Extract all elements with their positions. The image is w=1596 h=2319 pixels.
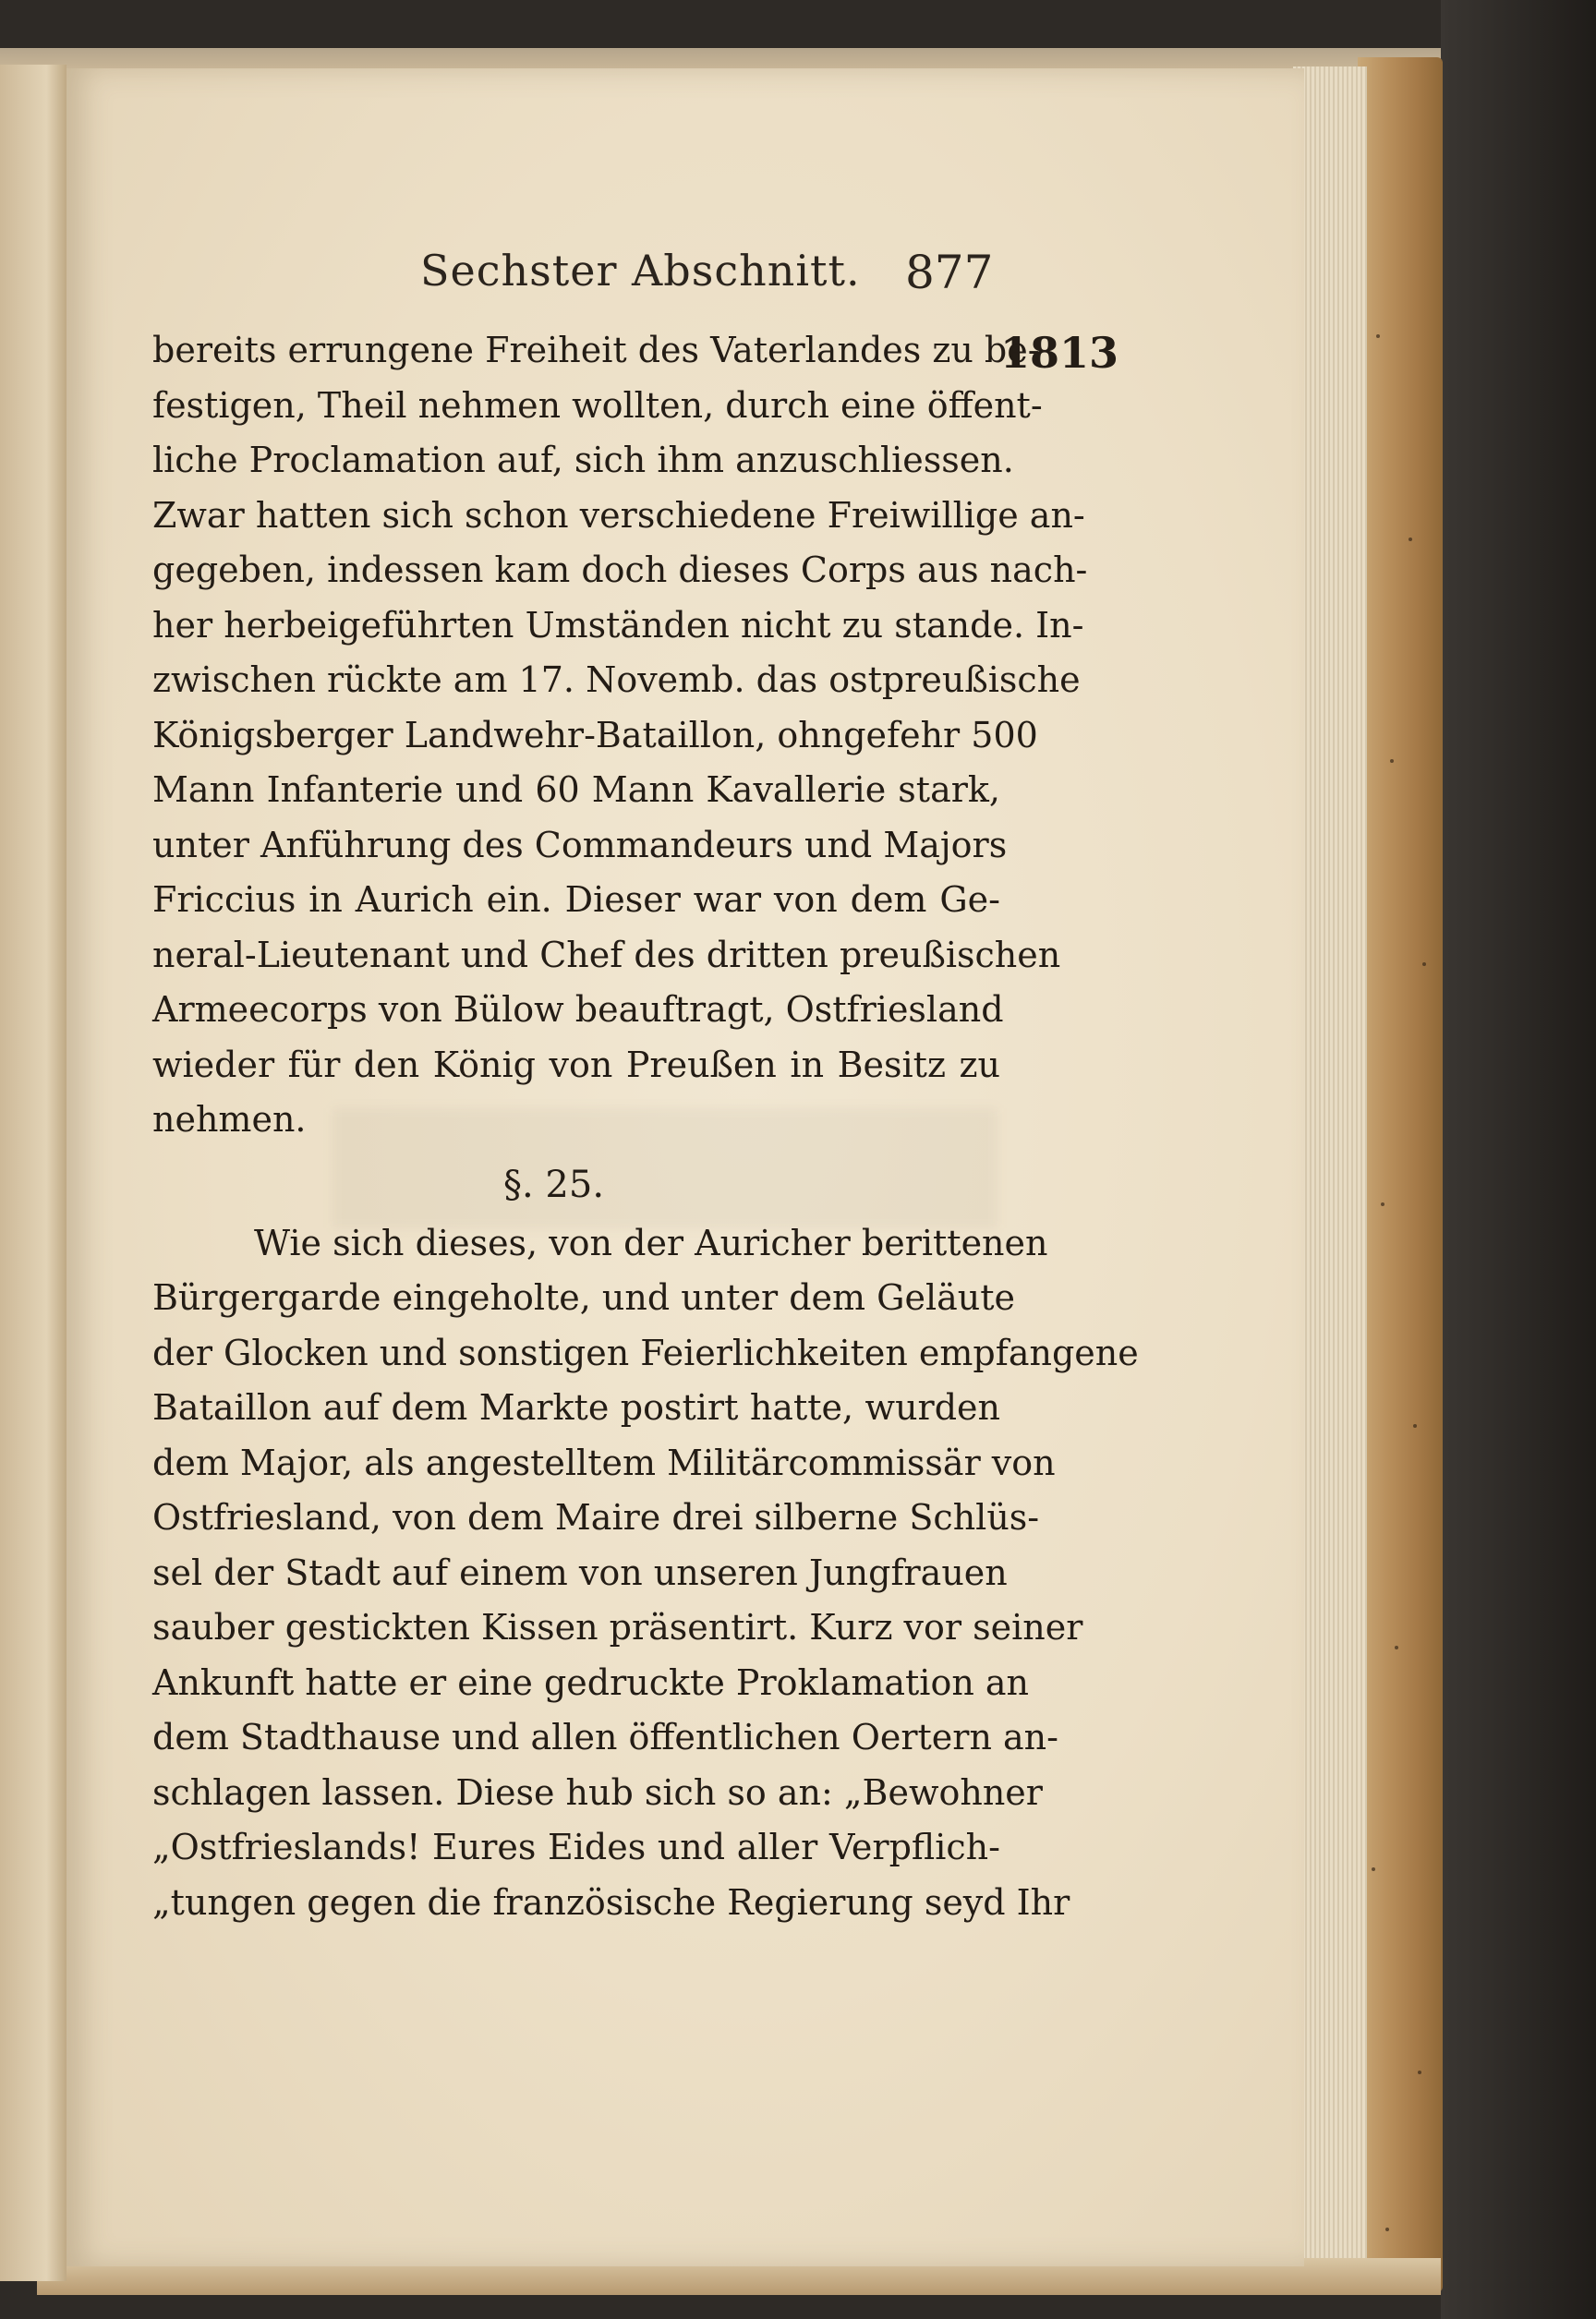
book-cover-right-edge <box>1358 57 1443 2292</box>
left-page-sliver <box>0 65 66 2281</box>
text-line: Zwar hatten sich schon verschiedene Freiwillige an- <box>152 494 1085 536</box>
text-line: neral-Lieutenant und Chef des dritten preußischen <box>152 934 1061 975</box>
text-line: unter Anführung des Commandeurs und Majors <box>152 824 1008 865</box>
text-line: festigen, Theil nehmen wollten, durch eine öffent- <box>152 384 1043 426</box>
text-line: gegeben, indessen kam doch dieses Corps aus nach- <box>152 550 1088 590</box>
page-block-edge <box>1293 66 1367 2292</box>
text-line: dem Major, als angestelltem Militärcommissär von <box>152 1442 1056 1483</box>
text-line: Friccius in Aurich ein. Dieser war von dem Ge- <box>152 879 1000 920</box>
text-line: liche Proclamation auf, sich ihm anzuschliessen. <box>152 440 1014 480</box>
text-line: zwischen rückte am 17. Novemb. das ostpreußische <box>152 659 1081 700</box>
text-line: Ostfriesland, von dem Maire drei silberne Schlüs- <box>152 1497 1040 1538</box>
text-line: sel der Stadt auf einem von unseren Jungfrauen <box>152 1552 1008 1593</box>
text-line: wieder für den König von Preußen in Besitz zu <box>152 1044 1000 1085</box>
scan-background <box>1441 0 1596 2319</box>
text-line: her herbeigeführten Umständen nicht zu stande. In- <box>152 604 1084 646</box>
text-line: Ankunft hatte er eine gedruckte Proklamation an <box>152 1661 1029 1703</box>
text-line: bereits errungene Freiheit des Vaterlandes zu be- <box>152 330 1040 370</box>
page-number: 877 <box>905 246 994 299</box>
text-line: der Glocken und sonstigen Feierlichkeiten empfangene <box>152 1332 1139 1373</box>
section-heading: §. 25. <box>503 1163 605 1206</box>
marginal-year: 1813 <box>1000 328 1119 378</box>
text-line: „tungen gegen die französische Regierung seyd Ihr <box>152 1881 1070 1923</box>
text-line: Königsberger Landwehr-Bataillon, ohngefehr 500 <box>152 714 1038 755</box>
text-line: Wie sich dieses, von der Auricher berittenen <box>254 1222 1048 1263</box>
text-line: sauber gestickten Kissen präsentirt. Kurz vor seiner <box>152 1607 1083 1648</box>
text-line: Armeecorps von Bülow beauftragt, Ostfriesland <box>152 989 1004 1030</box>
text-line: nehmen. <box>152 1099 307 1140</box>
text-line: „Ostfrieslands! Eures Eides und aller Verpflich- <box>152 1827 1000 1867</box>
page-header <box>351 246 1284 310</box>
text-line: Mann Infanterie und 60 Mann Kavallerie stark, <box>152 769 1000 810</box>
text-line: dem Stadthause und allen öffentlichen Oertern an- <box>152 1717 1058 1757</box>
text-line: schlagen lassen. Diese hub sich so an: „Bewohner <box>152 1771 1043 1813</box>
running-title: Sechster Abschnitt. <box>420 246 861 296</box>
text-line: Bataillon auf dem Markte postirt hatte, wurden <box>152 1387 1000 1428</box>
text-line: Bürgergarde eingeholte, und unter dem Geläute <box>152 1277 1016 1318</box>
